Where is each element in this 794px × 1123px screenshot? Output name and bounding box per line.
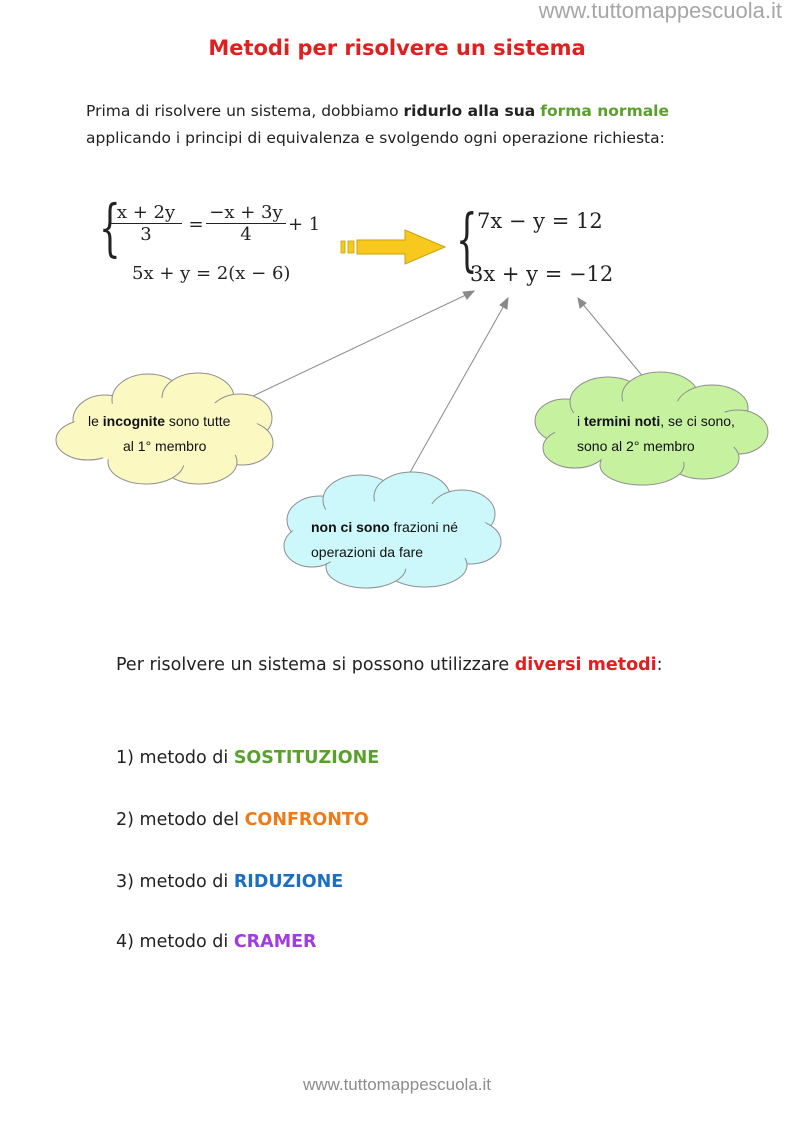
intro-bold-text: ridurlo alla sua bbox=[403, 102, 536, 120]
method-item-1 bbox=[116, 748, 379, 768]
left-brace-initial: { bbox=[99, 191, 121, 264]
intro-text-2: applicando i principi di equivalenza e svolgendo ogni operazione richiesta: bbox=[86, 129, 665, 147]
cloud-right-post: , se ci sono, bbox=[660, 413, 735, 429]
methods-intro-text: Per risolvere un sistema si possono utilizzare bbox=[116, 655, 515, 675]
method-3-name: RIDUZIONE bbox=[233, 872, 344, 892]
methods-intro bbox=[116, 655, 663, 675]
fraction-right-denominator: 4 bbox=[206, 223, 286, 245]
cloud-termini-noti-text bbox=[577, 409, 735, 459]
cloud-left-line2: al 1° membro bbox=[123, 438, 207, 454]
method-2-prefix: 2) metodo del bbox=[116, 810, 245, 830]
equation-2-normal: 3x + y = −12 bbox=[470, 262, 614, 286]
right-arrow-icon bbox=[341, 230, 445, 264]
equation-2-initial: 5x + y = 2(x − 6) bbox=[132, 263, 291, 284]
cloud-frazioni-text bbox=[311, 515, 458, 565]
method-1-prefix: 1) metodo di bbox=[116, 748, 234, 768]
method-3-prefix: 3) metodo di bbox=[116, 872, 234, 892]
plus-one: + 1 bbox=[288, 214, 321, 235]
fraction-left-numerator: x + 2y bbox=[116, 202, 176, 223]
methods-intro-bold: diversi metodi bbox=[514, 655, 657, 675]
left-brace-normal: { bbox=[456, 201, 478, 280]
cloud-middle-line2: operazioni da fare bbox=[311, 544, 424, 560]
intro-text-1: Prima di risolvere un sistema, dobbiamo bbox=[86, 102, 404, 120]
cloud-middle-bold: non ci sono bbox=[311, 519, 390, 535]
method-item-4 bbox=[116, 932, 317, 952]
method-1-name: SOSTITUZIONE bbox=[233, 748, 380, 768]
fraction-right-numerator: −x + 3y bbox=[209, 202, 283, 223]
cloud-right-bold: termini noti bbox=[584, 413, 661, 429]
cloud-left-post: sono tutte bbox=[165, 413, 231, 429]
cloud-middle-post: frazioni né bbox=[389, 519, 459, 535]
fraction-left-denominator: 3 bbox=[110, 223, 182, 245]
equals-sign: = bbox=[188, 214, 204, 235]
cloud-right-line2: sono al 2° membro bbox=[577, 438, 695, 454]
methods-intro-colon: : bbox=[656, 655, 663, 675]
method-2-name: CONFRONTO bbox=[244, 810, 369, 830]
site-url-footer: www.tuttomappescuola.it bbox=[302, 1075, 492, 1094]
site-url-header: www.tuttomappescuola.it bbox=[538, 0, 782, 23]
cloud-left-bold: incognite bbox=[102, 413, 166, 429]
intro-green-text: forma normale bbox=[540, 102, 670, 120]
method-item-3 bbox=[116, 872, 343, 892]
cloud-incognite-text bbox=[88, 409, 230, 459]
page-title: Metodi per risolvere un sistema bbox=[208, 36, 586, 60]
method-4-name: CRAMER bbox=[233, 932, 317, 952]
method-item-2 bbox=[116, 810, 369, 830]
fraction-left bbox=[110, 202, 182, 245]
cloud-right-pre: i bbox=[577, 413, 584, 429]
fraction-right bbox=[206, 202, 286, 245]
cloud-left-pre: le bbox=[88, 413, 103, 429]
method-4-prefix: 4) metodo di bbox=[116, 932, 234, 952]
equation-1-normal: 7x − y = 12 bbox=[477, 209, 603, 233]
